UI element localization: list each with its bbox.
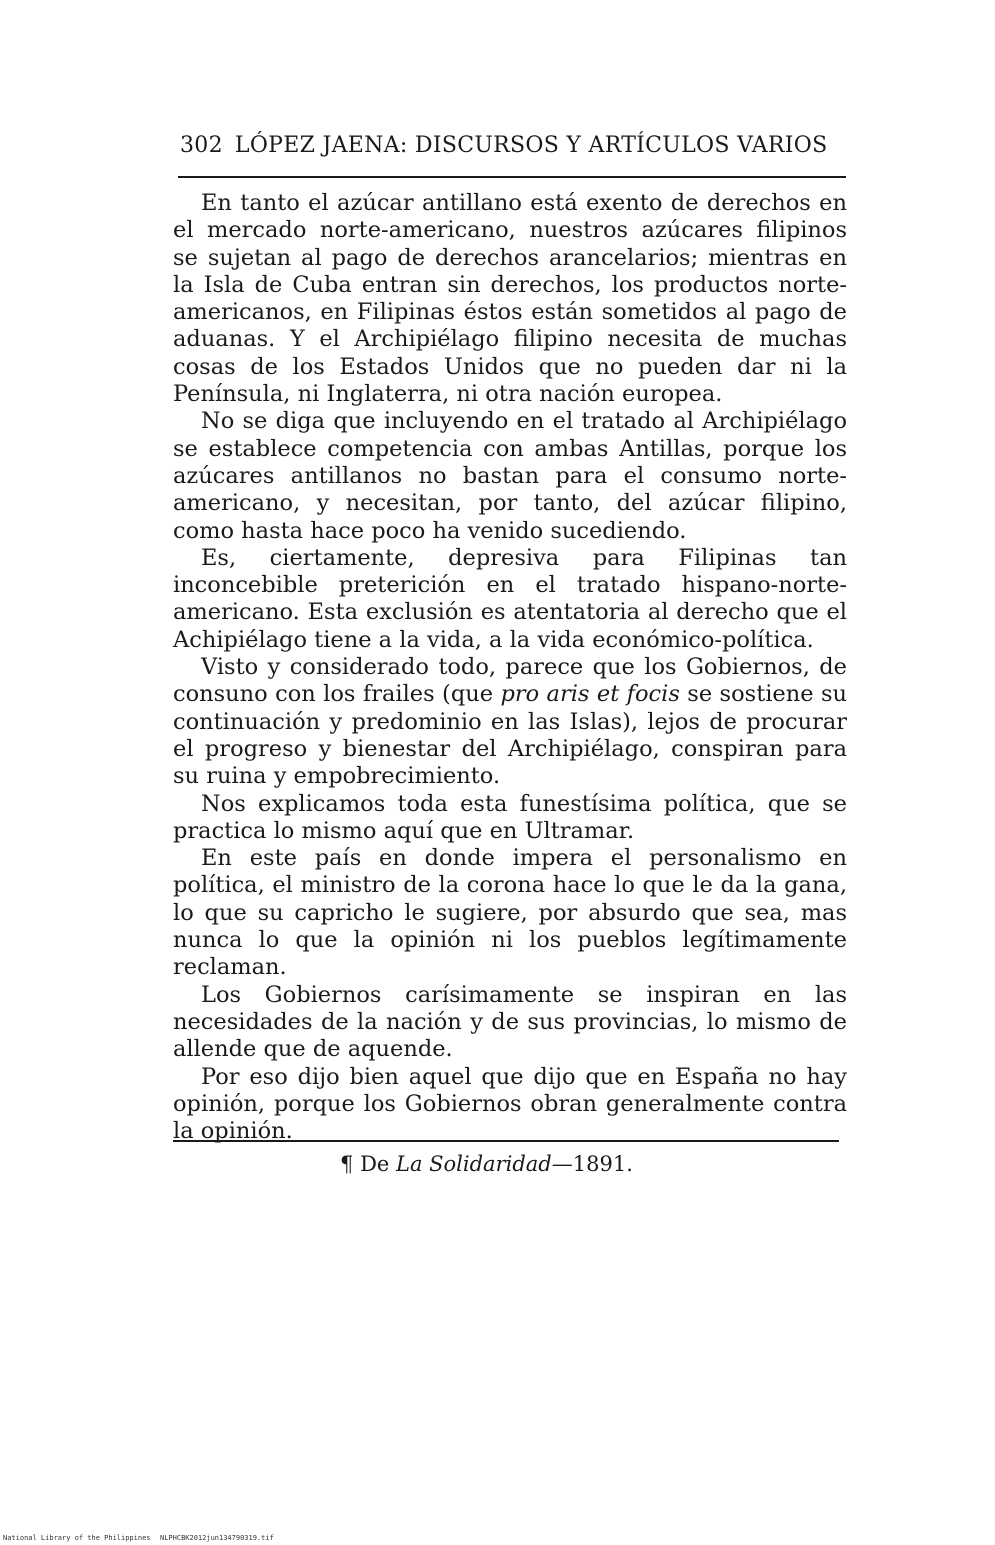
pilcrow-icon: ¶ [340,1152,354,1176]
running-title: LÓPEZ JAENA: DISCURSOS Y ARTÍCULOS VARIOS [234,133,828,158]
source-year: —1891. [551,1152,633,1176]
paragraph: En este país en donde impera el personalismo en política, el ministro de la corona hace lo que le da la gana, lo que su capricho le sugiere, por absurdo que sea, mas nunca lo que la opinión ni los pueblos legítimamente reclaman. [173,845,847,981]
paragraph: No se diga que incluyendo en el tratado al Archipiélago se establece competencia con ambas Antillas, porque los azúcares antillanos no bastan para el consumo norte-americano, y necesitan, por tanto, del azúcar filipino, como hasta hace poco ha venido sucediendo. [173,408,847,544]
source-prefix: De [360,1152,390,1176]
latin-phrase: pro aris et focis [500,681,680,708]
page-number: 302 [180,133,223,158]
paragraph-text: se sostiene su continuación y predominio en las Islas), lejos de procurar el progreso y bienestar del Archipiélago, conspiran para su ruina y empobrecimiento. [173,681,848,790]
header-rule [178,176,846,178]
paragraph: En tanto el azúcar antillano está exento de derechos en el mercado norte-americano, nuestros azúcares filipinos se sujetan al pago de derechos arancelarios; mientras en la Isla de Cuba entran sin derechos, los productos norte-americanos, en Filipinas éstos están sometidos al pago de aduanas. Y el Archipiélago filipino necesita de muchas cosas de los Estados Unidos que no pueden dar ni la Península, ni Inglaterra, ni otra nación europea. [173,190,847,408]
source-note [340,1152,740,1176]
scan-footer-file: NLPHCBK2012jun134790319.tif [160,1534,274,1542]
source-publication: La Solidaridad [396,1152,552,1176]
scan-footer-library: National Library of the Philippines [3,1534,151,1542]
paragraph: Es, ciertamente, depresiva para Filipinas tan inconcebible preterición en el tratado hispano-norte-americano. Esta exclusión es atentatoria al derecho que el Achipiélago tiene a la vida, a la vida económico-política. [173,544,847,653]
paragraph [173,654,847,790]
paragraph: Nos explicamos toda esta funestísima política, que se practica lo mismo aquí que en Ultramar. [173,790,847,844]
paragraph-text: Visto y considerado todo, parece que los Gobiernos, de consuno con los frailes (que [173,654,847,708]
body-text [173,190,847,1145]
paragraph: Por eso dijo bien aquel que dijo que en España no hay opinión, porque los Gobiernos obran generalmente contra la opinión. [173,1063,847,1145]
paragraph: Los Gobiernos carísimamente se inspiran en las necesidades de la nación y de sus provincias, lo mismo de allende que de aquende. [173,981,847,1063]
running-head [180,133,840,158]
end-rule [173,1140,839,1142]
